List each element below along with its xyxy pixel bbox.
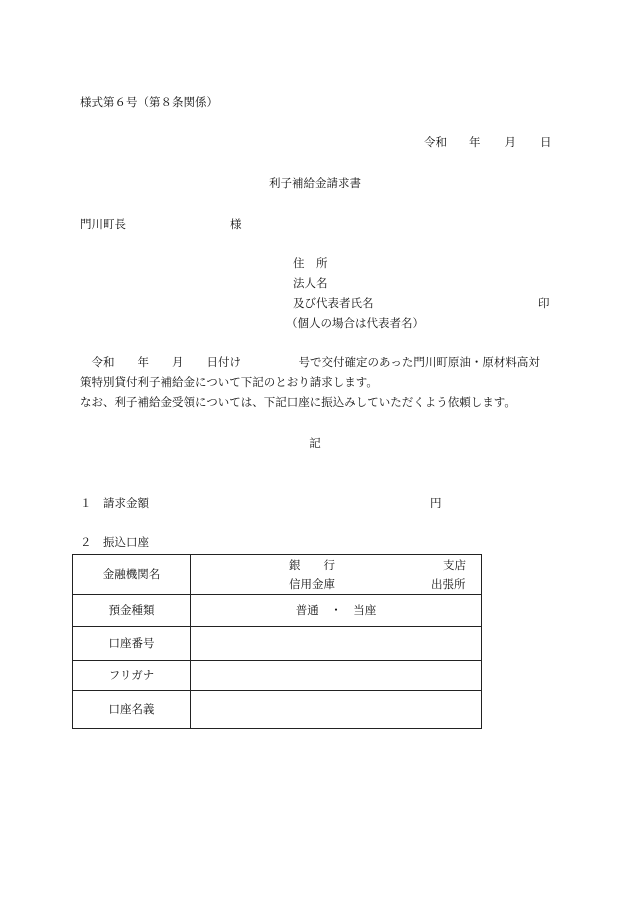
seal-mark: 印: [538, 296, 550, 310]
corporation-label: 法人名: [293, 276, 328, 290]
table-row: [73, 627, 482, 661]
institution-value[interactable]: [191, 555, 482, 595]
table-row: [73, 661, 482, 691]
body-line-2: 策特別貸付利子補給金について下記のとおり請求します。: [80, 375, 378, 389]
yen-unit: 円: [430, 496, 442, 510]
furigana-field[interactable]: [191, 661, 482, 691]
deposit-type-label: 預金種類: [73, 595, 191, 627]
address-label: 住 所: [293, 256, 328, 270]
body-line-1: 令和 年 月 日付け 号で交付確定のあった門川町原油・原材料高対: [91, 355, 540, 369]
furigana-label: フリガナ: [73, 661, 191, 691]
bank-label: 銀 行: [289, 558, 335, 572]
addressee-honorific: 様: [230, 217, 242, 231]
sub-office-label: 出張所: [431, 577, 466, 591]
representative-label: 及び代表者氏名: [293, 296, 374, 310]
account-name-label: 口座名義: [73, 691, 191, 729]
credit-union-label: 信用金庫: [289, 577, 335, 591]
institution-label: 金融機関名: [73, 555, 191, 595]
ki-heading: 記: [309, 436, 321, 450]
date-line: [424, 137, 552, 149]
body-line-3: なお、利子補給金受領については、下記口座に振込みしていただくよう依頼します。: [80, 395, 516, 409]
addressee-name: 門川町長: [80, 217, 126, 231]
transfer-account-label: ２ 振込口座: [80, 535, 149, 549]
branch-label: 支店: [443, 558, 466, 572]
table-row: [73, 595, 482, 627]
request-body: [80, 357, 552, 417]
date-day: 日: [540, 135, 552, 149]
claim-amount-label: １ 請求金額: [80, 496, 149, 510]
date-year: 年: [469, 135, 481, 149]
form-number: 様式第６号（第８条関係）: [80, 95, 218, 109]
table-row: [73, 691, 482, 729]
account-number-label: 口座番号: [73, 627, 191, 661]
applicant-block: [293, 258, 374, 318]
date-month: 月: [504, 135, 516, 149]
document-title: 利子補給金請求書: [269, 176, 361, 190]
account-number-field[interactable]: [191, 627, 482, 661]
date-era: 令和: [424, 135, 447, 149]
deposit-type-value[interactable]: 普通 ・ 当座: [191, 595, 482, 627]
account-name-field[interactable]: [191, 691, 482, 729]
table-row: [73, 555, 482, 595]
representative-note: （個人の場合は代表者名）: [286, 316, 424, 330]
addressee: [80, 219, 242, 231]
account-table: [72, 554, 482, 729]
